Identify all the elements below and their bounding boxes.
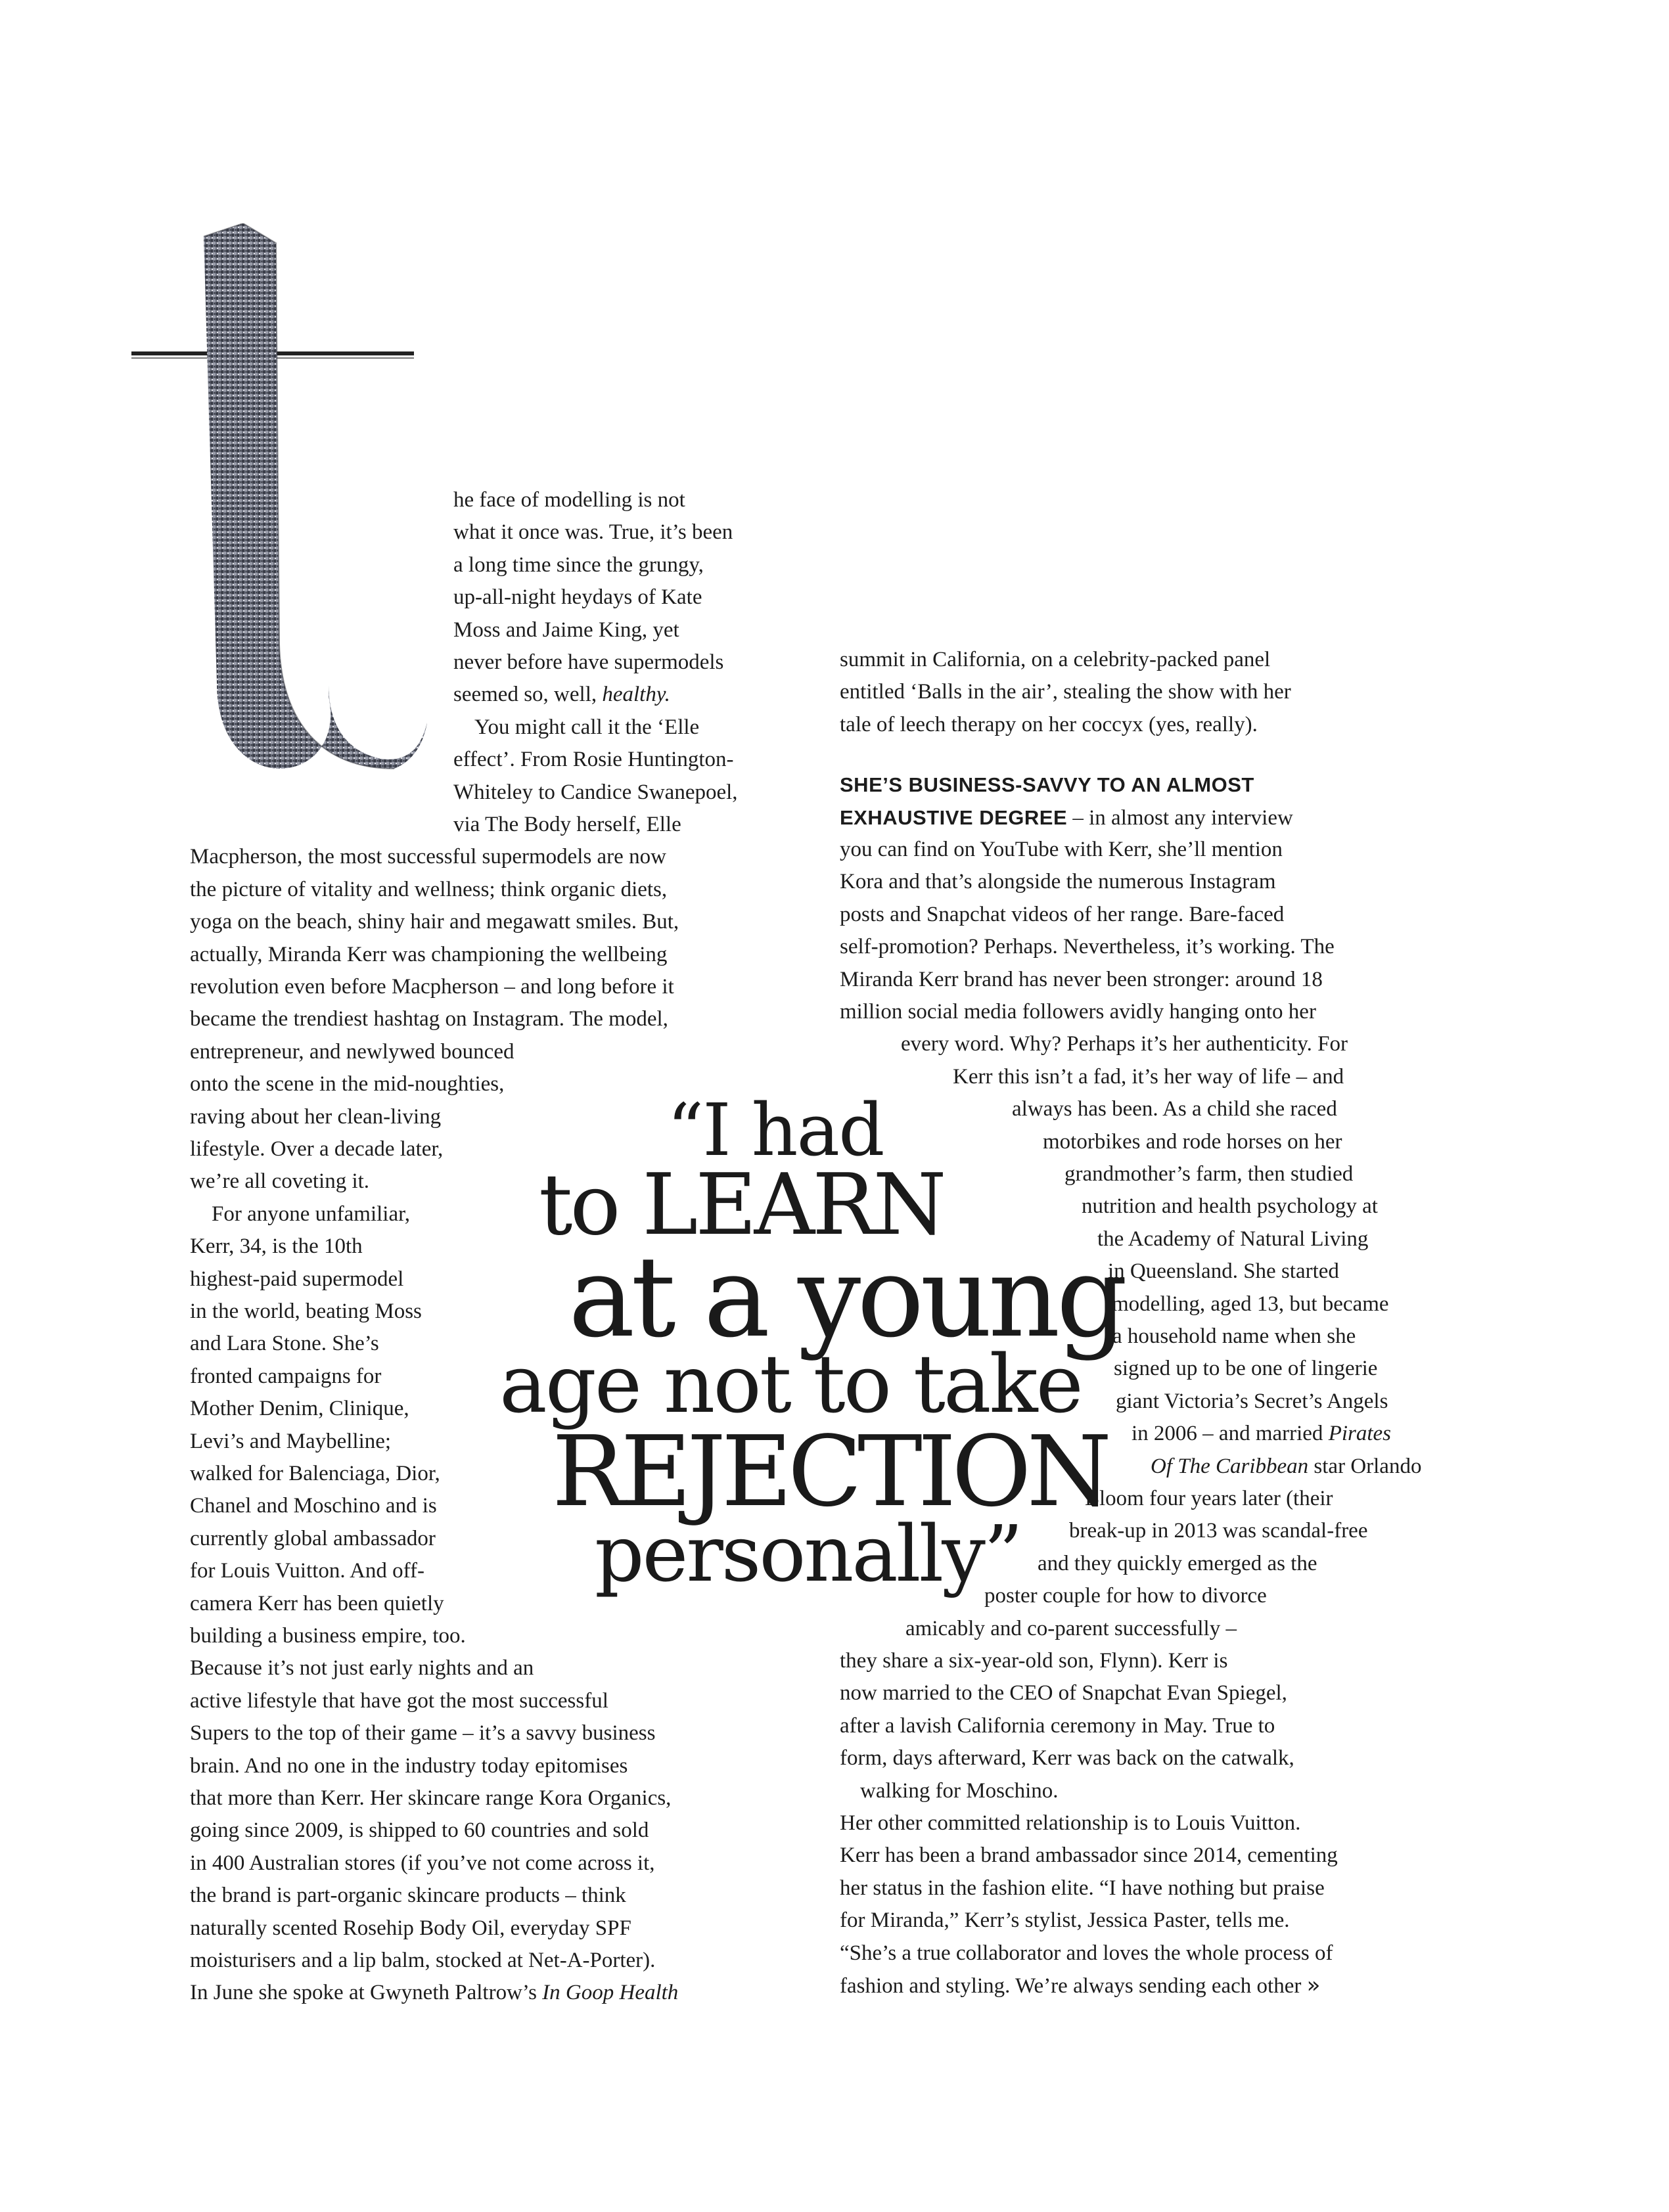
text-segment: Pirates	[1328, 1422, 1392, 1445]
text-segment: Chanel and Moschino and is	[190, 1494, 437, 1518]
right-line	[1064, 1158, 1353, 1190]
left-line	[190, 1133, 443, 1165]
right-line	[860, 1775, 1059, 1807]
text-segment: posts and Snapchat videos of her range. Bare-faced	[840, 903, 1285, 926]
text-segment: Kora and that’s alongside the numerous Instagram	[840, 870, 1276, 893]
left-line	[190, 1750, 628, 1782]
left-line	[453, 581, 702, 614]
left-line	[190, 1912, 631, 1945]
left-line	[190, 971, 674, 1003]
text-segment: signed up to be one of lingerie	[1114, 1357, 1378, 1380]
text-segment: naturally scented Rosehip Body Oil, everyday SPF	[190, 1916, 631, 1940]
right-line	[840, 1742, 1294, 1774]
text-segment: motorbikes and rode horses on her	[1043, 1130, 1342, 1154]
text-segment: walking for Moschino.	[860, 1779, 1059, 1803]
left-line	[190, 1263, 403, 1296]
text-segment: now married to the CEO of Snapchat Evan Spiegel,	[840, 1681, 1287, 1705]
text-segment: going since 2009, is shipped to 60 countries and sold	[190, 1818, 649, 1842]
left-line	[190, 1815, 649, 1847]
right-line	[1012, 1093, 1337, 1125]
text-segment: in the world, beating Moss	[190, 1299, 422, 1323]
text-segment: you can find on YouTube with Kerr, she’ll mention	[840, 838, 1283, 861]
left-line	[190, 1652, 534, 1684]
text-segment: form, days afterward, Kerr was back on the catwalk,	[840, 1746, 1294, 1770]
left-line	[190, 1782, 671, 1815]
text-segment: entrepreneur, and newlywed bounced	[190, 1040, 514, 1064]
right-line	[840, 996, 1316, 1028]
text-segment: onto the scene in the mid-noughties,	[190, 1072, 505, 1096]
text-segment: For anyone unfamiliar,	[212, 1202, 411, 1226]
left-line	[190, 1296, 422, 1328]
left-line	[190, 1003, 668, 1035]
text-segment: modelling, aged 13, but became	[1112, 1292, 1389, 1316]
right-line	[840, 1677, 1287, 1709]
right-line	[1132, 1418, 1391, 1450]
text-segment: that more than Kerr. Her skincare range Kora Organics,	[190, 1786, 672, 1810]
text-segment: Supers to the top of their game – it’s a savvy business	[190, 1721, 656, 1745]
text-segment: Kerr this isn’t a fad, it’s her way of life – and	[953, 1065, 1344, 1089]
text-segment: her status in the fashion elite. “I have nothing but praise	[840, 1876, 1325, 1900]
text-segment: entitled ‘Balls in the air’, stealing the show with her	[840, 680, 1291, 704]
left-line	[212, 1198, 410, 1230]
left-line	[190, 1945, 655, 1977]
right-line	[1108, 1255, 1339, 1288]
subhead-text: SHE’S BUSINESS-SAVVY TO AN ALMOST	[840, 773, 1254, 796]
left-line	[190, 1620, 466, 1652]
right-line	[1082, 1190, 1378, 1223]
left-line	[190, 841, 666, 873]
left-line	[190, 1685, 608, 1717]
right-line	[840, 1872, 1325, 1905]
text-segment: Miranda Kerr brand has never been stronger: around 18	[840, 968, 1323, 991]
text-segment: fashion and styling. We’re always sending each other	[840, 1974, 1307, 1998]
text-segment: star Orlando	[1308, 1455, 1422, 1478]
right-line	[840, 1905, 1290, 1937]
text-segment: self-promotion? Perhaps. Nevertheless, it’s working. The	[840, 935, 1335, 959]
left-line	[190, 1393, 409, 1425]
text-segment: Bloom four years later (their	[1085, 1487, 1333, 1510]
left-line	[190, 1555, 424, 1587]
pull-quote-line-5: REJECTION	[552, 1415, 1108, 1528]
text-segment: healthy.	[602, 683, 670, 706]
text-segment: tale of leech therapy on her coccyx (yes, really).	[840, 713, 1258, 736]
text-segment: in 2006 – and married	[1132, 1422, 1329, 1445]
right-line	[840, 1840, 1338, 1872]
text-segment: brain. And no one in the industry today epitomises	[190, 1754, 628, 1778]
right-line	[1112, 1320, 1356, 1353]
pull-quote-line-3: at a young	[568, 1232, 1124, 1363]
text-segment: fronted campaigns for	[190, 1365, 382, 1388]
text-segment: the picture of vitality and wellness; think organic diets,	[190, 878, 668, 901]
text-segment: in 400 Australian stores (if you’ve not come across it,	[190, 1851, 655, 1875]
pull-quote-line-2: to LEARN	[539, 1156, 944, 1254]
text-segment: revolution even before Macpherson – and long before it	[190, 975, 674, 999]
left-line	[453, 679, 670, 711]
right-line	[1114, 1353, 1377, 1385]
right-line	[1097, 1223, 1368, 1255]
right-line	[840, 644, 1270, 676]
left-line	[453, 646, 723, 679]
left-line	[453, 549, 704, 581]
text-segment: never before have supermodels	[453, 650, 724, 674]
pull-quote-line-6: personally”	[595, 1508, 1022, 1599]
right-line	[901, 1028, 1348, 1060]
text-segment: Kerr, 34, is the 10th	[190, 1234, 363, 1258]
right-line	[1116, 1386, 1388, 1418]
left-line	[190, 1490, 437, 1522]
left-line	[190, 1880, 626, 1912]
right-line	[984, 1580, 1267, 1612]
left-line	[190, 1847, 655, 1880]
left-line	[190, 1523, 436, 1555]
left-line	[453, 809, 681, 841]
text-segment: they share a six-year-old son, Flynn). Kerr is	[840, 1649, 1228, 1673]
text-segment: lifestyle. Over a decade later,	[190, 1137, 444, 1161]
right-line	[840, 676, 1291, 708]
text-segment: we’re all coveting it.	[190, 1169, 370, 1193]
text-segment: a long time since the grungy,	[453, 553, 704, 577]
text-segment: moisturisers and a lip balm, stocked at Net-A-Porter).	[190, 1949, 656, 1972]
right-line	[840, 1645, 1227, 1677]
right-line	[840, 834, 1283, 866]
text-segment: Of The Caribbean	[1151, 1455, 1309, 1478]
text-segment: In June she spoke at Gwyneth Paltrow’s	[190, 1981, 543, 2004]
text-segment: summit in California, on a celebrity-packed panel	[840, 648, 1271, 671]
text-segment: Mother Denim, Clinique,	[190, 1397, 409, 1420]
left-line	[190, 1101, 441, 1133]
left-line	[190, 1588, 444, 1620]
text-segment: in Queensland. She started	[1108, 1259, 1339, 1283]
right-line	[840, 1807, 1300, 1840]
text-segment: every word. Why? Perhaps it’s her authenticity. For	[901, 1032, 1348, 1056]
text-segment: You might call it the ‘Elle	[474, 715, 700, 739]
left-line	[190, 874, 667, 906]
text-segment: nutrition and health psychology at	[1082, 1194, 1378, 1218]
right-line	[840, 1970, 1320, 2002]
right-line	[1085, 1483, 1333, 1515]
text-segment: Whiteley to Candice Swanepoel,	[453, 780, 738, 804]
text-segment: yoga on the beach, shiny hair and megawatt smiles. But,	[190, 910, 679, 934]
right-line	[840, 709, 1258, 741]
right-line	[840, 866, 1276, 898]
right-line	[953, 1061, 1344, 1093]
left-line	[190, 1036, 514, 1068]
text-segment: giant Victoria’s Secret’s Angels	[1116, 1389, 1388, 1413]
right-line	[1038, 1548, 1317, 1580]
text-segment: and they quickly emerged as the	[1038, 1552, 1317, 1575]
text-segment: Her other committed relationship is to Louis Vuitton.	[840, 1811, 1301, 1835]
right-line	[905, 1613, 1237, 1645]
right-line	[1151, 1451, 1421, 1483]
text-segment: Kerr has been a brand ambassador since 2014, cementing	[840, 1843, 1338, 1867]
text-segment: “She’s a true collaborator and loves the whole process of	[840, 1941, 1333, 1965]
text-segment: In Goop Health	[542, 1981, 679, 2004]
text-segment: after a lavish California ceremony in May. True to	[840, 1714, 1275, 1738]
text-segment: became the trendiest hashtag on Instagram. The model,	[190, 1007, 668, 1031]
right-line	[840, 1937, 1333, 1970]
text-segment: a household name when she	[1112, 1324, 1356, 1348]
pull-quote-line-4: age not to take	[499, 1338, 1082, 1431]
right-line	[840, 899, 1284, 931]
text-segment: Moss and Jaime King, yet	[453, 618, 679, 642]
text-segment: what it once was. True, it’s been	[453, 520, 733, 544]
text-segment: and Lara Stone. She’s	[190, 1332, 379, 1355]
dropcap-letter-t	[131, 223, 434, 815]
text-segment: currently global ambassador	[190, 1527, 436, 1550]
text-segment: Because it’s not just early nights and an	[190, 1656, 534, 1680]
right-line	[840, 801, 1293, 834]
text-segment: amicably and co-parent successfully –	[905, 1617, 1237, 1640]
text-segment: break-up in 2013 was scandal-free	[1069, 1519, 1368, 1543]
left-line	[190, 1717, 656, 1749]
text-segment: raving about her clean-living	[190, 1105, 442, 1129]
text-segment: up-all-night heydays of Kate	[453, 585, 702, 609]
text-segment: grandmother’s farm, then studied	[1064, 1162, 1354, 1186]
text-segment: – in almost any interview	[1067, 806, 1293, 830]
left-line	[190, 1458, 440, 1490]
left-line	[190, 1230, 363, 1263]
left-line	[190, 1068, 504, 1100]
right-line	[1069, 1515, 1367, 1547]
left-line	[453, 777, 738, 809]
left-line	[190, 1361, 381, 1393]
text-segment: active lifestyle that have got the most successful	[190, 1689, 608, 1713]
left-line	[453, 516, 733, 549]
continue-arrow-icon: »	[1306, 1972, 1321, 1998]
text-segment: via The Body herself, Elle	[453, 813, 681, 836]
text-segment: seemed so, well,	[453, 683, 603, 706]
text-segment: camera Kerr has been quietly	[190, 1592, 444, 1615]
text-segment: actually, Miranda Kerr was championing the wellbeing	[190, 943, 668, 966]
left-line	[190, 1165, 369, 1198]
left-line	[190, 1328, 379, 1360]
text-segment: poster couple for how to divorce	[984, 1584, 1267, 1608]
left-line	[190, 906, 679, 938]
text-segment: building a business empire, too.	[190, 1624, 466, 1648]
text-segment: he face of modelling is not	[453, 488, 685, 512]
left-line	[453, 744, 734, 776]
left-line	[474, 711, 699, 744]
right-line	[840, 964, 1323, 996]
text-segment: million social media followers avidly hanging onto her	[840, 1000, 1316, 1024]
text-segment: Levi’s and Maybelline;	[190, 1430, 392, 1453]
text-segment: always has been. As a child she raced	[1012, 1097, 1337, 1121]
text-segment: Macpherson, the most successful supermodels are now	[190, 845, 666, 869]
left-line	[190, 1977, 678, 2009]
text-segment: walked for Balenciaga, Dior,	[190, 1462, 440, 1485]
right-line	[1043, 1126, 1342, 1158]
text-segment: highest-paid supermodel	[190, 1267, 404, 1291]
text-segment: for Louis Vuitton. And off-	[190, 1559, 425, 1583]
text-segment: effect’. From Rosie Huntington-	[453, 748, 734, 771]
text-segment: the Academy of Natural Living	[1097, 1227, 1369, 1251]
text-segment: the brand is part-organic skincare products – think	[190, 1884, 626, 1907]
right-line	[1112, 1288, 1389, 1320]
right-line	[840, 1710, 1275, 1742]
pull-quote-line-1: “I had	[667, 1088, 884, 1172]
left-line	[453, 614, 679, 646]
left-line	[190, 939, 667, 971]
subhead-text: EXHAUSTIVE DEGREE	[840, 806, 1068, 829]
right-line	[840, 769, 1254, 801]
text-segment: for Miranda,” Kerr’s stylist, Jessica Paster, tells me.	[840, 1908, 1290, 1932]
left-line	[190, 1426, 391, 1458]
left-line	[453, 484, 685, 516]
right-line	[840, 931, 1335, 963]
